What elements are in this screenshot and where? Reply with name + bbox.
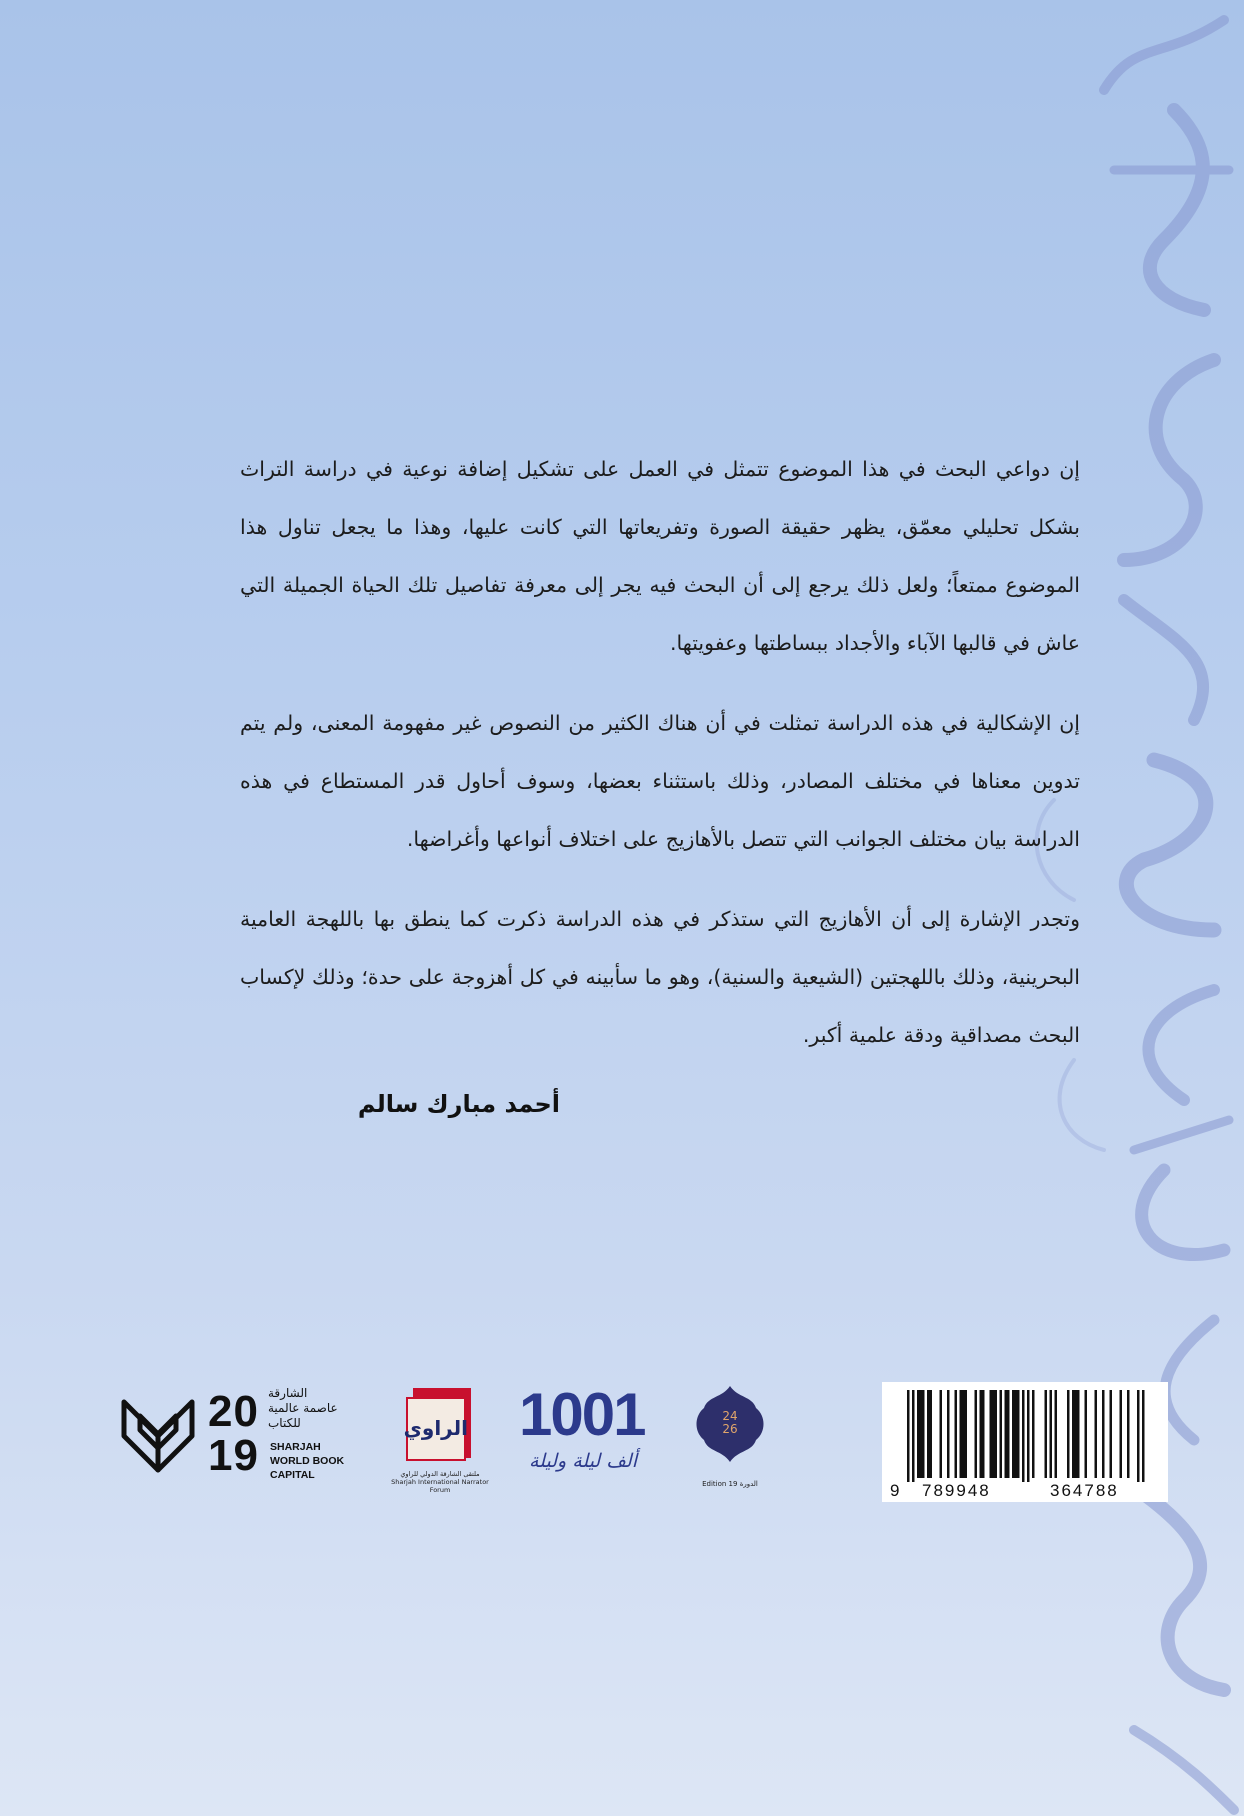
barcode-bar (927, 1390, 930, 1478)
barcode-first-digit: 9 (890, 1481, 902, 1500)
barcode-bar (1142, 1390, 1145, 1482)
barcode-bar (980, 1390, 983, 1478)
isbn-barcode (882, 1382, 1168, 1502)
paragraph-1: إن دواعي البحث في هذا الموضوع تتمثل في العمل على تشكيل إضافة نوعية في دراسة التراث بشكل تحليلي معمّق، يظهر حقيقة الصورة وتفريعاتها التي كانت عليها، وهذا ما يجعل تناول هذا الموضوع ممتعاً؛ ولعل ذلك يرجع إلى أن البحث فيه يجر إلى معرفة تفاصيل تلك الحياة الجميلة التي عاش في قالبها الآباء والأجداد ببساطتها وعفويتها. (240, 457, 1080, 655)
barcode-bar (930, 1390, 933, 1478)
barcode-bar (1102, 1390, 1105, 1478)
barcode-bar (920, 1390, 923, 1478)
barcode-bar (1077, 1390, 1080, 1478)
barcode-bar (990, 1390, 993, 1478)
barcode-bar (975, 1390, 978, 1478)
barcode-bar (992, 1390, 995, 1478)
edition-19-logo (690, 1380, 770, 1500)
barcode-bar (1072, 1390, 1075, 1478)
rawi-forum-logo (390, 1380, 489, 1500)
body-text (240, 440, 1080, 1086)
barcode-bar (1110, 1390, 1113, 1478)
barcode-bar (907, 1390, 910, 1482)
year-2019 (208, 1387, 268, 1480)
barcode-bar (1027, 1390, 1030, 1482)
barcode-bar (960, 1390, 963, 1478)
barcode-bar (1095, 1390, 1098, 1478)
barcode-bar (1050, 1390, 1053, 1478)
paragraph-2: إن الإشكالية في هذه الدراسة تمثلت في أن هناك الكثير من النصوص غير مفهومة المعنى، ولم يتم تدوين معناها في مختلف المصادر، وذلك باستثناء بعضها، وسوف أحاول قدر المستطاع في هذه الدراسة بيان مختلف الجوانب التي تتصل بالأهازيج على اختلاف أنواعها وأغراضها. (240, 711, 1080, 851)
year-text: 2019 (208, 1387, 259, 1480)
barcode-bar (982, 1390, 985, 1478)
barcode-group-1: 789948 (922, 1481, 991, 1500)
barcode-bar (1085, 1390, 1088, 1478)
caption-english: SHARJAH WORLD BOOK CAPITAL (270, 1441, 345, 1481)
barcode-bar (962, 1390, 965, 1478)
barcode-bar (1137, 1390, 1140, 1482)
caption-arabic: الشارقة عاصمة عالمية للكتاب (268, 1386, 338, 1430)
open-book-icon (118, 1388, 198, 1478)
barcode-bar (1015, 1390, 1018, 1478)
barcode-bar (1012, 1390, 1015, 1478)
barcode-bar (1032, 1390, 1035, 1478)
edition-dates: 24 26 (722, 1409, 738, 1436)
rawi-forum-name: ملتقى الشارقة الدولي للراوي Sharjah International Narrator Forum (391, 1470, 489, 1494)
paragraph-3: وتجدر الإشارة إلى أن الأهازيج التي ستذكر في هذه الدراسة ذكرت كما ينطق بها باللهجة العامية البحرينية، وذلك باللهجتين (الشيعية والسنية)، وهو ما سأبينه في كل أهزوجة على حدة؛ وذلك لإكساب البحث مصداقية ودقة علمية أكبر. (240, 907, 1080, 1047)
barcode-bar (1067, 1390, 1070, 1478)
barcode-bar (947, 1390, 950, 1478)
barcode-bar (1127, 1390, 1130, 1478)
barcode-bar (1000, 1390, 1003, 1478)
barcode-bar (1005, 1390, 1008, 1478)
barcode-bar (955, 1390, 958, 1478)
barcode-bar (995, 1390, 998, 1478)
barcode-bar (912, 1390, 915, 1482)
rawi-title: الراوي (403, 1416, 468, 1440)
barcode-bar (917, 1390, 920, 1478)
nights-title: ألف ليلة وليلة (529, 1450, 637, 1472)
barcode-bar (1075, 1390, 1078, 1478)
edition-label: Edition 19 الدورة (702, 1480, 758, 1488)
barcode-group-2: 364788 (1050, 1481, 1119, 1500)
barcode-bar (965, 1390, 968, 1478)
barcode-bar (1120, 1390, 1123, 1478)
barcode-bar (1022, 1390, 1025, 1482)
barcode-bar (1045, 1390, 1048, 1478)
nights-number: 1001 (519, 1381, 645, 1448)
author-name: أحمد مبارك سالم (357, 1090, 560, 1118)
barcode-bar (1055, 1390, 1058, 1478)
barcode-bar (922, 1390, 925, 1478)
barcode-bar (940, 1390, 943, 1478)
sharjah-world-book-capital-logo (118, 1380, 378, 1500)
thousand-nights-logo (515, 1380, 665, 1500)
barcode-bar (1017, 1390, 1020, 1478)
barcode-bar (1007, 1390, 1010, 1478)
